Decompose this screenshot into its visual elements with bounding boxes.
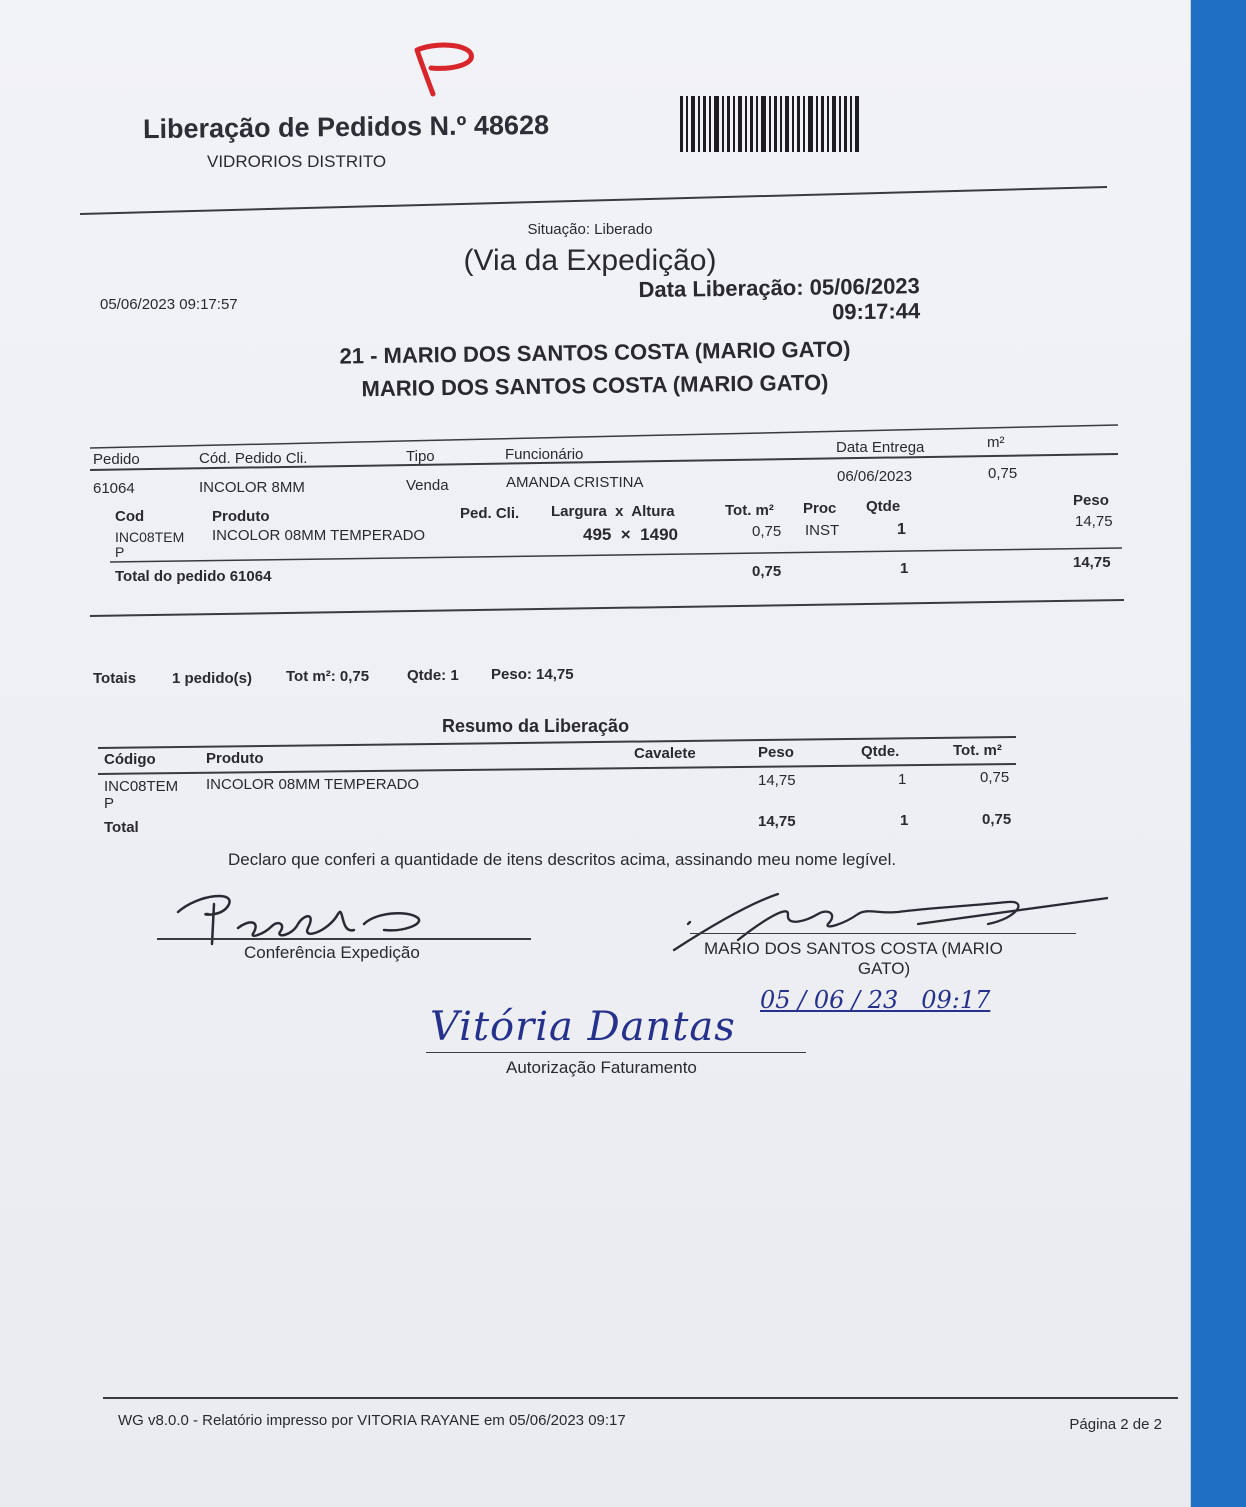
resumo-total-peso: 14,75: [758, 813, 796, 830]
resumo-peso: 14,75: [758, 772, 796, 789]
order-m2: 0,75: [988, 465, 1018, 482]
client-line-1: 21 - MARIO DOS SANTOS COSTA (MARIO GATO): [339, 336, 851, 369]
item-tot-m2: 0,75: [752, 523, 782, 540]
item-qtde: 1: [897, 521, 906, 538]
release-date-line1: Data Liberação: 05/06/2023: [638, 273, 920, 303]
item-col-qtde: Qtde: [866, 498, 901, 515]
conferencia-label: Conferência Expedição: [244, 943, 420, 962]
resumo-total-qtde: 1: [900, 812, 909, 829]
item-cod-line1: INC08TEM: [115, 529, 185, 545]
resumo-col-produto: Produto: [206, 750, 264, 767]
order-total-peso: 14,75: [1073, 554, 1111, 571]
totais-qtde: Qtde: 1: [407, 667, 459, 684]
item-col-largura-altura: Largura x Altura: [551, 503, 675, 520]
cliente-label-line1: MARIO DOS SANTOS COSTA (MARIO: [704, 939, 1003, 958]
resumo-col-peso: Peso: [758, 744, 794, 761]
autorizacao-label: Autorização Faturamento: [506, 1058, 697, 1077]
item-col-proc: Proc: [803, 500, 837, 517]
order-pedido: 61064: [93, 480, 135, 497]
order-funcionario: AMANDA CRISTINA: [506, 474, 644, 491]
resumo-qtde: 1: [898, 771, 907, 788]
autorizacao-line: [426, 1052, 806, 1053]
resumo-codigo-line2: P: [104, 795, 115, 812]
col-data-entrega: Data Entrega: [836, 439, 925, 456]
footer-rule: [103, 1397, 1178, 1399]
status-text: Situação: Liberado: [527, 221, 653, 238]
resumo-col-cavalete: Cavalete: [634, 745, 696, 762]
item-col-tot-m2: Tot. m²: [725, 502, 774, 519]
order-total-label: Total do pedido 61064: [115, 568, 272, 585]
col-funcionario: Funcionário: [505, 446, 584, 463]
col-pedido: Pedido: [93, 451, 140, 468]
resumo-col-tot-m2: Tot. m²: [953, 742, 1002, 759]
order-cod-pedido-cli: INCOLOR 8MM: [199, 479, 305, 496]
company-name: VIDRORIOS DISTRITO: [207, 152, 387, 171]
release-time: 09:17:44: [831, 298, 921, 325]
barcode: [680, 96, 862, 152]
totais-m2: Tot m²: 0,75: [286, 668, 370, 685]
item-produto: INCOLOR 08MM TEMPERADO: [212, 527, 426, 544]
copy-type: (Via da Expedição): [463, 244, 717, 277]
resumo-produto: INCOLOR 08MM TEMPERADO: [206, 776, 420, 793]
item-proc: INST: [805, 522, 840, 539]
col-cod-pedido-cli: Cód. Pedido Cli.: [199, 450, 308, 467]
resumo-col-qtde: Qtde.: [861, 743, 900, 760]
order-data-entrega: 06/06/2023: [837, 468, 913, 485]
resumo-total-label: Total: [104, 819, 139, 836]
release-date: [520, 273, 921, 329]
footer-printed-by: WG v8.0.0 - Relatório impresso por VITORIA RAYANE em 05/06/2023 09:17: [118, 1412, 626, 1429]
print-datetime: 05/06/2023 09:17:57: [100, 296, 238, 313]
totais-peso: Peso: 14,75: [491, 666, 574, 683]
resumo-codigo-line1: INC08TEM: [104, 778, 179, 795]
item-largura-altura: 495 × 1490: [583, 525, 679, 544]
item-cod-line2: P: [115, 544, 125, 560]
col-tipo: Tipo: [406, 448, 435, 465]
handwritten-date: 05 / 06 / 23 09:17: [760, 986, 991, 1014]
conferencia-line: [157, 938, 531, 940]
page-number: Página 2 de 2: [1069, 1416, 1162, 1433]
declaration-text: Declaro que conferi a quantidade de itens descritos acima, assinando meu nome legível.: [228, 850, 897, 869]
order-tipo: Venda: [406, 477, 449, 494]
col-m2: m²: [987, 434, 1005, 451]
totais-label: Totais: [93, 670, 137, 687]
item-col-ped-cli: Ped. Cli.: [460, 505, 520, 522]
cliente-line: [690, 933, 1076, 934]
item-col-produto: Produto: [212, 508, 270, 525]
order-total-qtde: 1: [900, 560, 909, 577]
resumo-title: Resumo da Liberação: [442, 716, 630, 736]
resumo-tot-m2: 0,75: [980, 769, 1010, 786]
client-line-2: MARIO DOS SANTOS COSTA (MARIO GATO): [361, 369, 829, 402]
resumo-col-codigo: Código: [104, 751, 156, 768]
totais-pedidos: 1 pedido(s): [172, 670, 253, 687]
autorizacao-signature: Vitória Dantas: [430, 1004, 736, 1050]
item-col-cod: Cod: [115, 508, 145, 525]
header-rule: [80, 184, 1110, 218]
item-peso: 14,75: [1075, 513, 1113, 530]
document-title: Liberação de Pedidos N.º 48628: [142, 109, 550, 145]
order-total-m2: 0,75: [752, 563, 782, 580]
red-p-mark: [405, 38, 485, 100]
resumo-total-tot-m2: 0,75: [982, 811, 1012, 828]
item-col-peso: Peso: [1073, 492, 1109, 509]
cliente-label-line2: GATO): [857, 959, 911, 978]
